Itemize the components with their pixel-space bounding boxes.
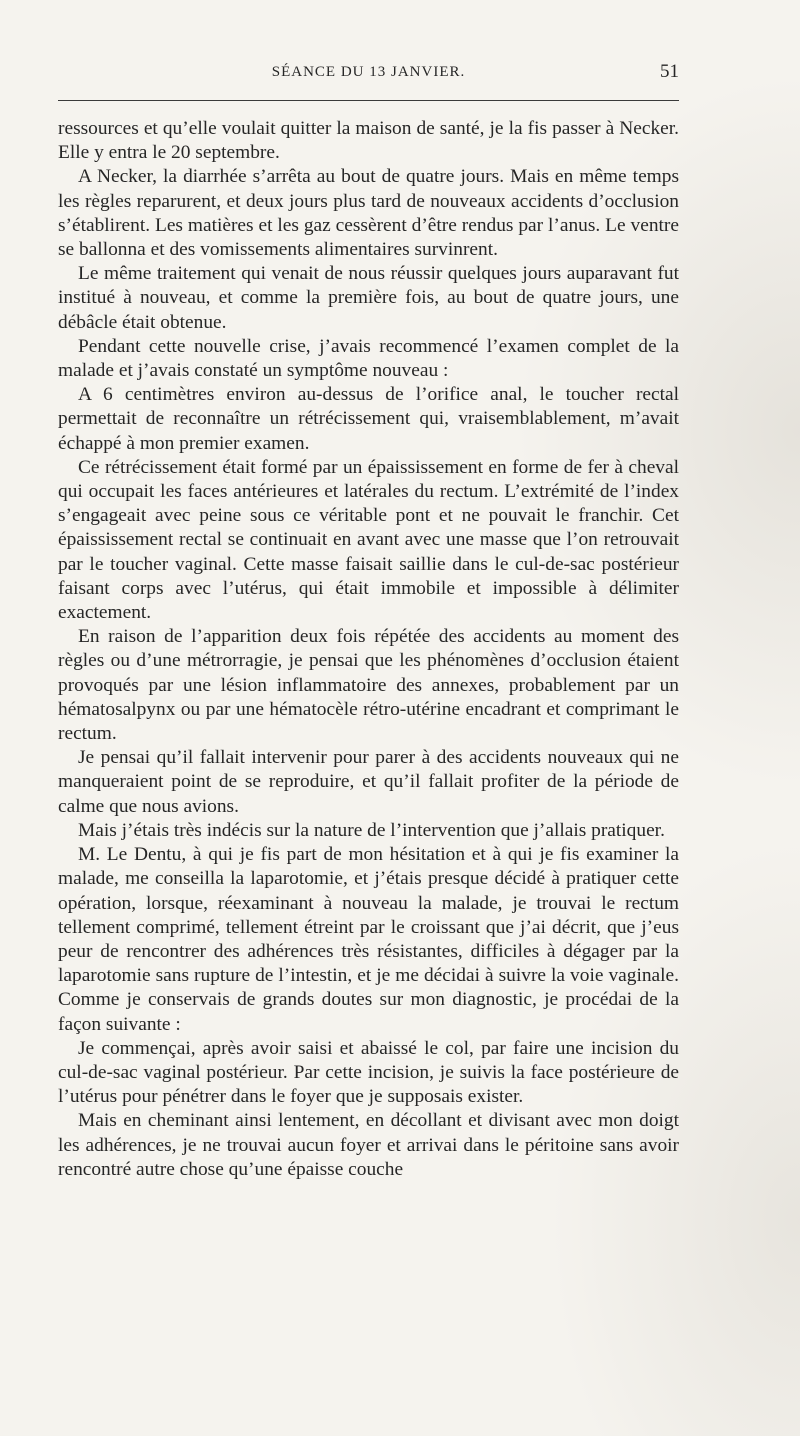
paragraph-2: A Necker, la diarrhée s’arrêta au bout de quatre jours. Mais en même temps les règles reparurent, et deux jours plus tard de nouveaux accidents d’occlusion s’établirent. Les matières et les gaz cessèrent d’être rendus par l’anus. Le ventre se ballonna et des vomissements alimentaires survinrent.	[58, 166, 679, 261]
page-number: 51	[660, 61, 679, 82]
running-head	[58, 61, 679, 90]
paragraph-9: Mais j’étais très indécis sur la nature de l’intervention que j’allais pratiquer.	[78, 819, 665, 841]
paragraph-7: En raison de l’apparition deux fois répétée des accidents au moment des règles ou d’une métrorragie, je pensai que les phénomènes d’occlusion étaient provoqués par une lésion inflammatoire des annexes, probablement par un hématosalpynx ou par une hématocèle rétro-utérine encadrant et comprimant le rectum.	[58, 626, 679, 745]
paragraph-8: Je pensai qu’il fallait intervenir pour parer à des accidents nouveaux qui ne manqueraient point de se reproduire, et qu’il fallait profiter de la période de calme que nous avions.	[58, 747, 679, 817]
paragraph-4: Pendant cette nouvelle crise, j’avais recommencé l’examen complet de la malade et j’avais constaté un symptôme nouveau :	[58, 335, 679, 382]
body-text	[58, 117, 679, 1182]
paragraph-6: Ce rétrécissement était formé par un épaississement en forme de fer à cheval qui occupait les faces antérieures et latérales du rectum. L’extrémité de l’index s’engageait avec peine sous ce véritable pont et ne pouvait le franchir. Cet épaississement rectal se continuait en avant avec une masse que l’on retrouvait par le toucher vaginal. Cette masse faisait saillie dans le cul-de-sac postérieur faisant corps avec l’utérus, qui était immobile et impossible à délimiter exactement.	[58, 456, 679, 624]
paragraph-10: M. Le Dentu, à qui je fis part de mon hésitation et à qui je fis examiner la malade, me conseilla la laparotomie, et j’étais presque décidé à pratiquer cette opération, lorsque, réexaminant à nouveau la malade, je trouvai le rectum tellement comprimé, tellement étreint par le croissant que j’ai décrit, que j’eus peur de rencontrer des adhérences très résistantes, difficiles à dégager par la laparotomie sans rupture de l’intestin, et je me décidai à suivre la voie vaginale. Comme je conservais de grands doutes sur mon diagnostic, je procédai de la façon suivante :	[58, 844, 679, 1035]
paragraph-12: Mais en cheminant ainsi lentement, en décollant et divisant avec mon doigt les adhérences, je ne trouvai aucun foyer et arrivai dans le péritoine sans avoir rencontré autre chose qu’une épaisse couche	[58, 1110, 679, 1180]
running-title: SÉANCE DU 13 JANVIER.	[271, 64, 466, 80]
header-rule	[58, 100, 679, 101]
paragraph-1: ressources et qu’elle voulait quitter la maison de santé, je la fis passer à Necker. Elle y entra le 20 septembre.	[58, 118, 679, 164]
paragraph-11: Je commençai, après avoir saisi et abaissé le col, par faire une incision du cul-de-sac vaginal postérieur. Par cette incision, je suivis la face postérieure de l’utérus pour pénétrer dans le foyer que je supposais exister.	[58, 1037, 679, 1108]
paragraph-3: Le même traitement qui venait de nous réussir quelques jours auparavant fut institué à nouveau, et comme la première fois, au bout de quatre jours, une débâcle était obtenue.	[58, 263, 679, 333]
paragraph-5: A 6 centimètres environ au-dessus de l’orifice anal, le toucher rectal permettait de reconnaître un rétrécissement qui, vraisemblablement, m’avait échappé à mon premier examen.	[58, 384, 679, 454]
